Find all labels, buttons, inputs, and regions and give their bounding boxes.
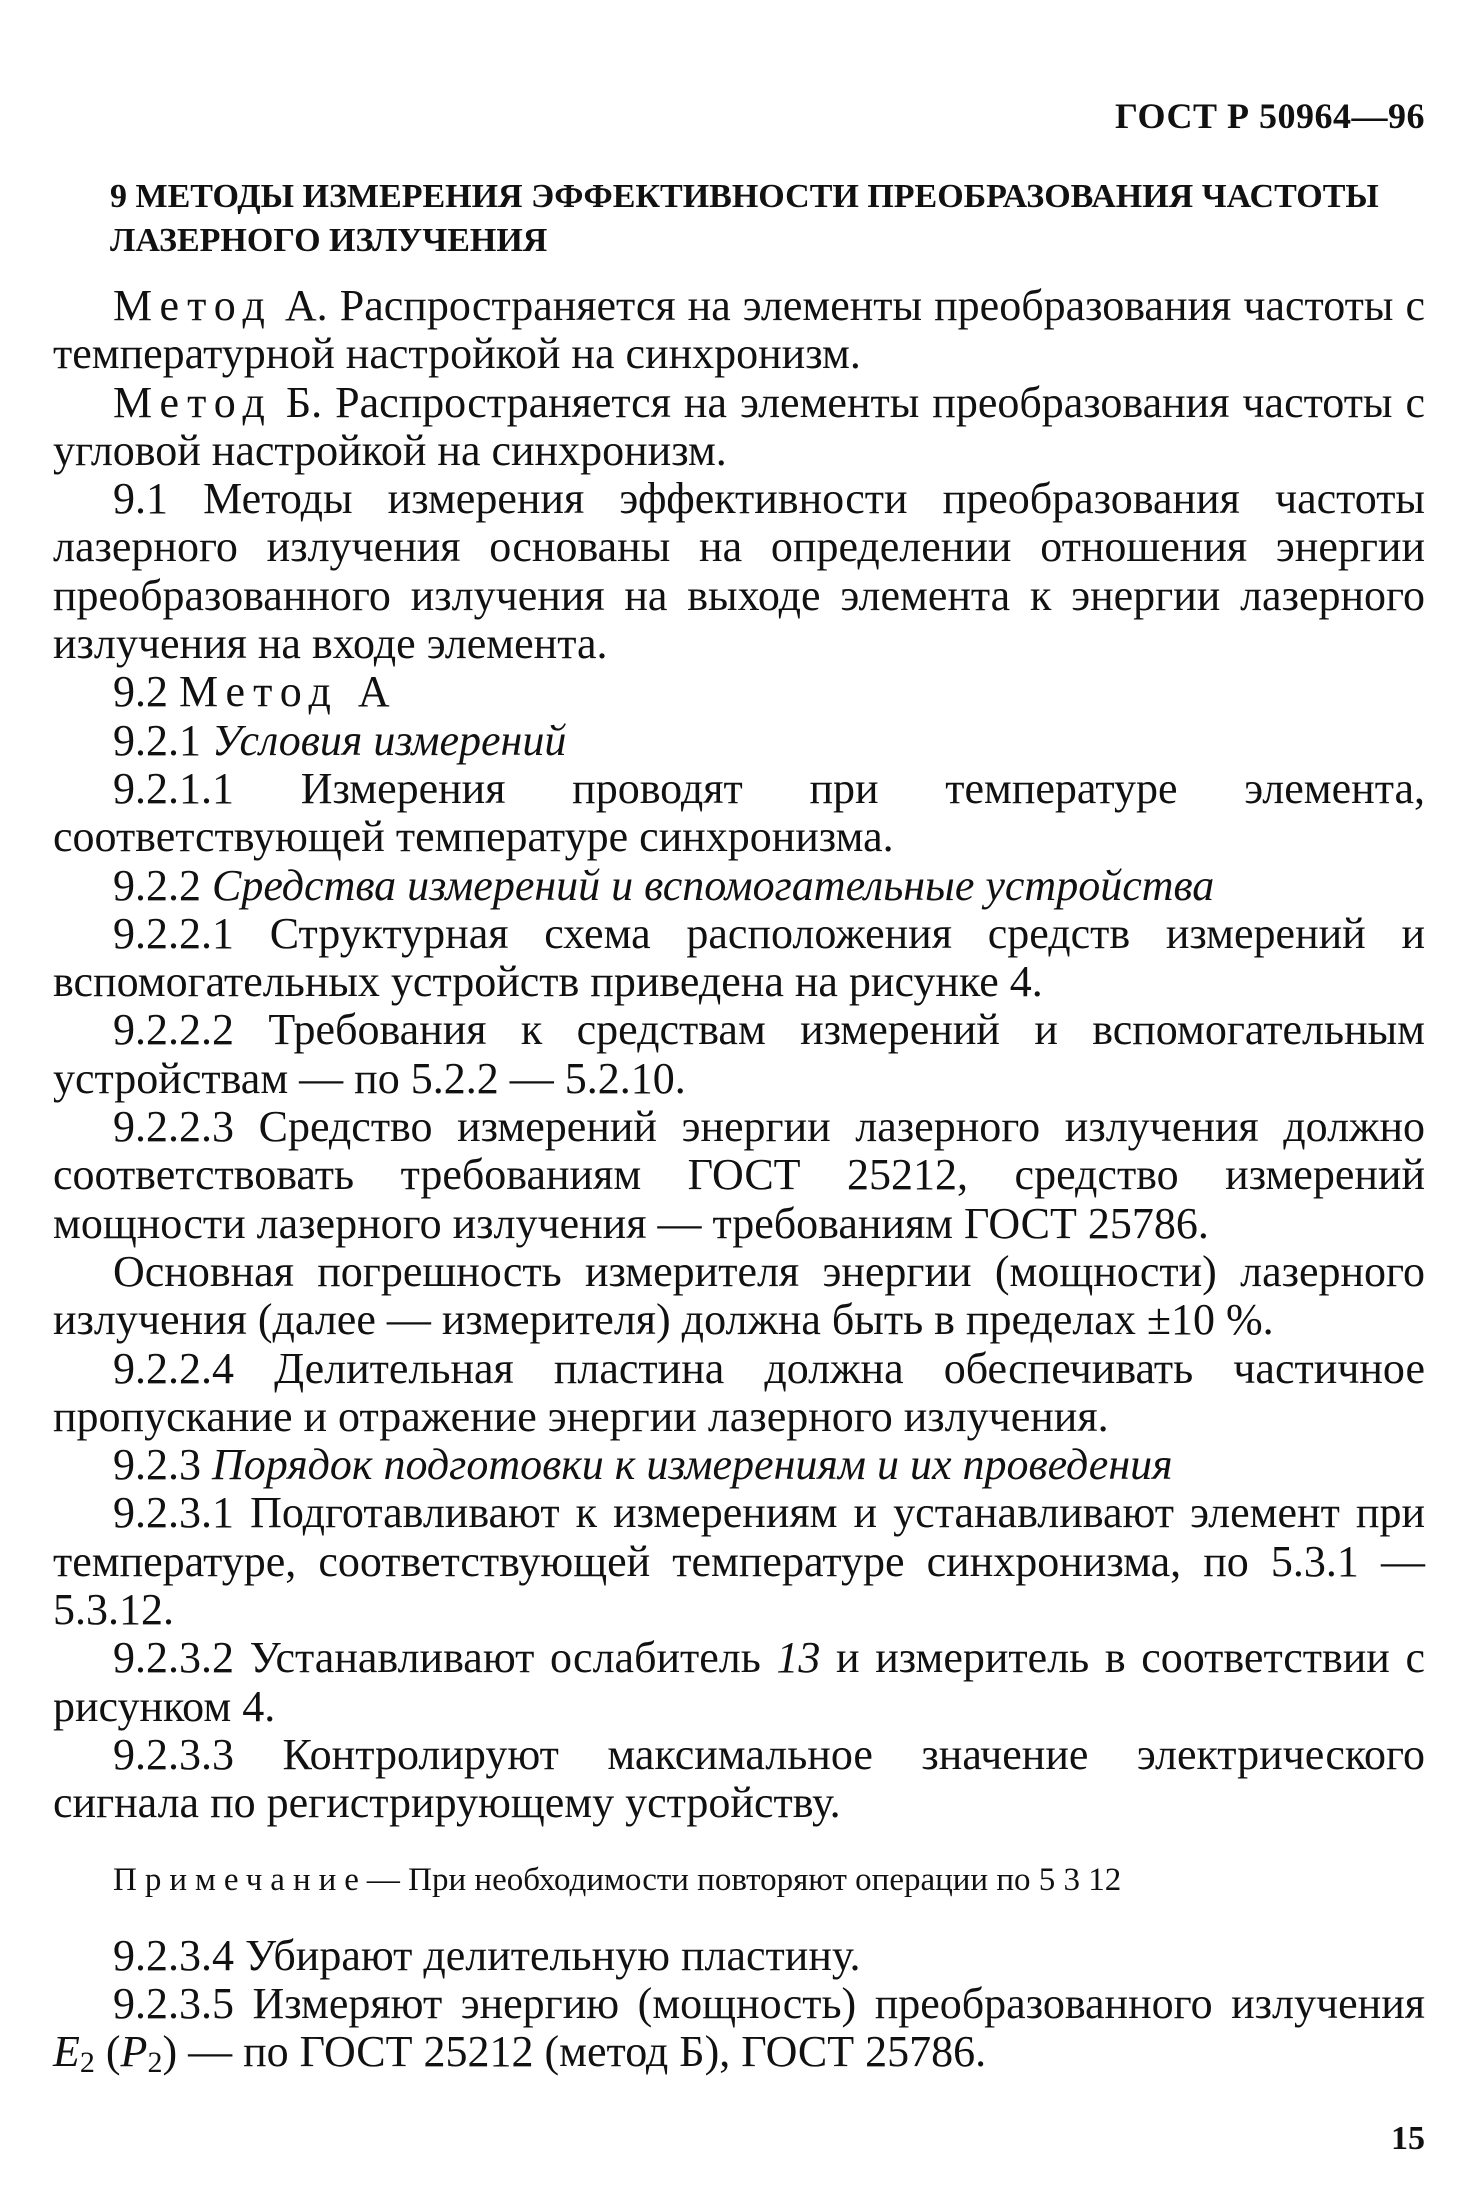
method-a-letter: А. bbox=[284, 281, 328, 330]
method-b-text: Распространяется на элементы преобразования частоты с угловой настройкой на синхронизм. bbox=[53, 377, 1425, 475]
page-number: 15 bbox=[1391, 2120, 1425, 2157]
heading-9-2-1-number: 9.2.1 bbox=[113, 715, 212, 765]
document-body bbox=[53, 282, 1425, 2087]
paragraph-9-2-1-1: 9.2.1.1 Измерения проводят при температуре элемента, соответствующей температуре синхронизма. bbox=[53, 763, 1425, 862]
paragraph-9-1: 9.1 Методы измерения эффективности преобразования частоты лазерного излучения основаны на определении отношения энергии преобразованного излучения на выходе элемента к энергии лазерного излучения на входе элемента. bbox=[53, 474, 1425, 669]
method-b-paragraph bbox=[53, 379, 1425, 476]
power-symbol: P bbox=[120, 2027, 148, 2077]
method-a-text: Распространяется на элементы преобразования частоты с температурной настройкой на синхронизм. bbox=[53, 281, 1425, 379]
document-page bbox=[53, 0, 1425, 2199]
heading-9-2-3 bbox=[53, 1441, 1425, 1489]
heading-9-2-1 bbox=[53, 717, 1425, 765]
heading-9-2 bbox=[53, 668, 1425, 716]
paragraph-9-2-3-5 bbox=[53, 1980, 1425, 2088]
paragraph-9-2-3-5-start: 9.2.3.5 Измеряют энергию (мощность) преобразованного излучения bbox=[113, 1978, 1425, 2028]
standard-number-header: ГОСТ Р 50964—96 bbox=[1115, 96, 1425, 136]
paragraph-9-2-3-2-start: 9.2.3.2 Устанавливают ослабитель bbox=[113, 1633, 777, 1683]
power-subscript: 2 bbox=[147, 2046, 163, 2080]
heading-9-2-2 bbox=[53, 862, 1425, 910]
heading-9-2-3-number: 9.2.3 bbox=[113, 1440, 212, 1490]
method-a-paragraph bbox=[53, 282, 1425, 379]
note bbox=[53, 1856, 1425, 1904]
energy-symbol: E bbox=[53, 2027, 80, 2077]
section-title: 9 МЕТОДЫ ИЗМЕРЕНИЯ ЭФФЕКТИВНОСТИ ПРЕОБРАЗОВАНИЯ ЧАСТОТЫ ЛАЗЕРНОГО ИЗЛУЧЕНИЯ bbox=[110, 178, 1379, 259]
paragraph-9-2-3-2-end: и измеритель в соответствии с рисунком 4. bbox=[53, 1633, 1425, 1731]
paragraph-9-2-3-1: 9.2.3.1 Подготавливают к измерениям и устанавливают элемент при температуре, соответствующей температуре синхронизма, по 5.3.1 — 5.3.12. bbox=[53, 1488, 1425, 1635]
method-b-letter: Б. bbox=[285, 377, 323, 427]
paragraph-9-2-3-3: 9.2.3.3 Контролируют максимальное значение электрического сигнала по регистрирующему устройству. bbox=[53, 1729, 1425, 1828]
method-b-label: Метод bbox=[113, 377, 273, 427]
paren-open: ( bbox=[94, 2027, 121, 2077]
paragraph-9-2-2-2: 9.2.2.2 Требования к средствам измерений и вспомогательным устройствам — по 5.2.2 — 5.2.10. bbox=[53, 1005, 1425, 1103]
paragraph-9-2-3-5-end: ) — по ГОСТ 25212 (метод Б), ГОСТ 25786. bbox=[162, 2027, 987, 2077]
attenuator-reference: 13 bbox=[776, 1633, 821, 1683]
heading-9-2-2-number: 9.2.2 bbox=[113, 860, 212, 910]
method-a-label: Метод bbox=[113, 281, 273, 330]
heading-9-2-number: 9.2 bbox=[113, 667, 179, 717]
paragraph-measurement-error: Основная погрешность измерителя энергии (мощности) лазерного излучения (далее — измерителя) должна быть в пределах ±10 %. bbox=[53, 1246, 1425, 1345]
note-label: Примечание bbox=[113, 1861, 367, 1898]
heading-9-2-3-title: Порядок подготовки к измерениям и их проведения bbox=[212, 1440, 1173, 1490]
paragraph-9-2-2-4: 9.2.2.4 Делительная пластина должна обеспечивать частичное пропускание и отражение энергии лазерного излучения. bbox=[53, 1343, 1425, 1441]
paragraph-9-2-2-1: 9.2.2.1 Структурная схема расположения средств измерений и вспомогательных устройств приведена на рисунке 4. bbox=[53, 908, 1425, 1007]
note-text: — При необходимости повторяют операции по 5 3 12 bbox=[366, 1861, 1122, 1898]
heading-9-2-label: Метод А bbox=[179, 667, 398, 717]
heading-9-2-1-title: Условия измерений bbox=[212, 715, 567, 765]
paragraph-9-2-3-4: 9.2.3.4 Убирают делительную пластину. bbox=[113, 1930, 861, 1980]
paragraph-9-2-3-2 bbox=[53, 1634, 1425, 1731]
energy-subscript: 2 bbox=[79, 2046, 95, 2080]
heading-9-2-2-title: Средства измерений и вспомогательные устройства bbox=[212, 860, 1215, 910]
paragraph-9-2-2-3: 9.2.2.3 Средство измерений энергии лазерного излучения должно соответствовать требованиям ГОСТ 25212, средство измерений мощности лазерного излучения — требованиям ГОСТ 25786. bbox=[53, 1102, 1425, 1248]
